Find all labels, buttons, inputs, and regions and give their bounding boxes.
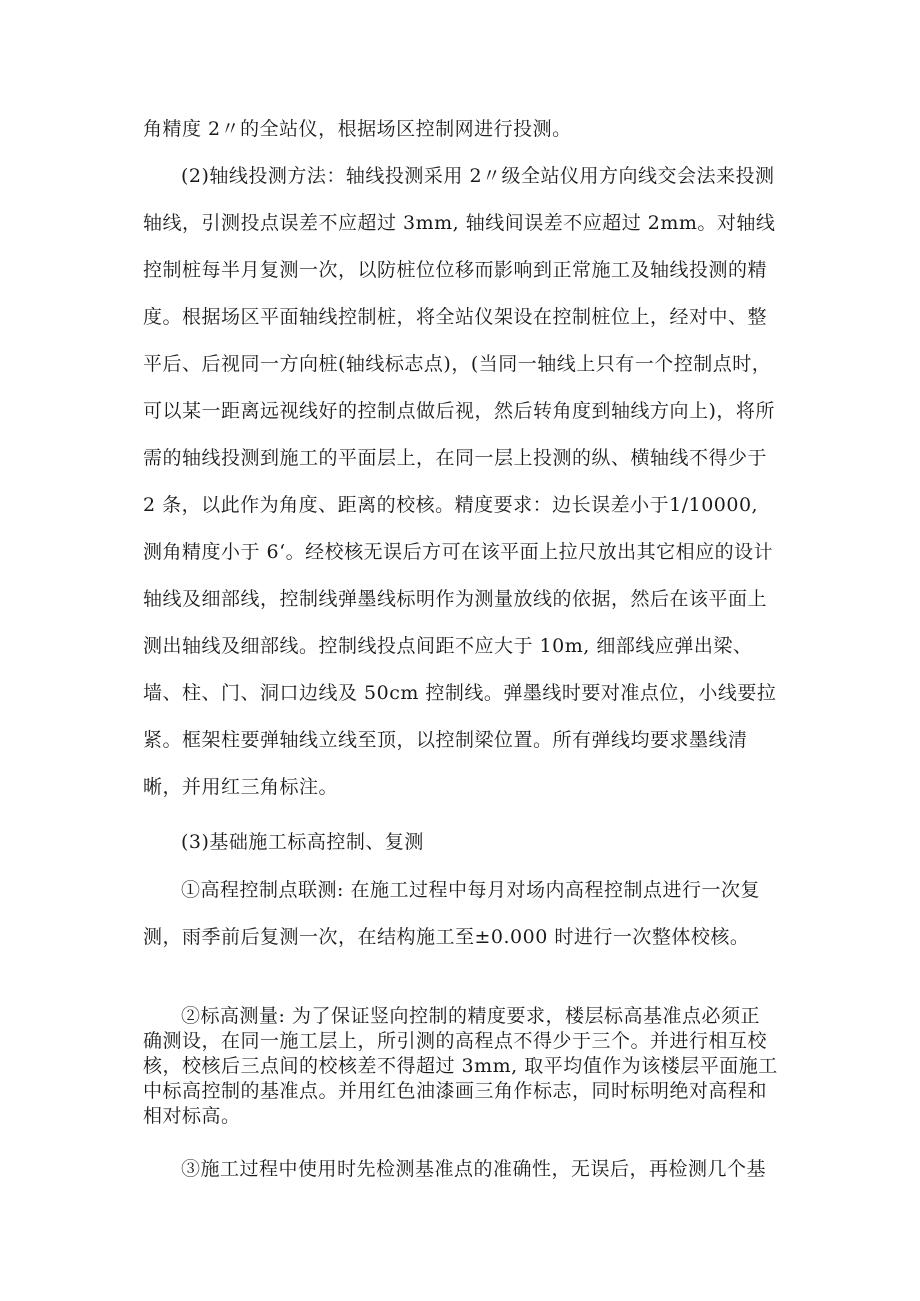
paragraph-benchmark-check: ③施工过程中使用时先检测基准点的准确性，无误后，再检测几个基 — [181, 1158, 767, 1180]
paragraph-continuation: 角精度 2〃的全站仪，根据场区控制网进行投测。 — [143, 118, 572, 140]
paragraph-axis-survey-method: (2)轴线投测方法：轴线投测采用 2〃级全站仪用方向线交会法来投测轴线，引测投点误差不应超过 3mm, 轴线间误差不应超过 2mm。对轴线控制桩每半月复测一次，以防桩位位移而影响到正常施工及轴线投测的精度。根据场区平面轴线控制桩，将全站仪架设在控制桩位上，经对中、整平后、后视同一方向桩(轴线标志点)，(当同一轴线上只有一个控制点时，可以某一距离远视线好的控制点做后视，然后转角度到轴线方向上)，将所需的轴线投测到施工的平面层上，在同一层上投测的纵、横轴线不得少于 2 条，以此作为角度、距离的校核。精度要求：边长误差小于1/10000, 测角精度小于 6‘。经校核无误后方可在该平面上拉尺放出其它相应的设计轴线及细部线，控制线弹墨线标明作为测量放线的依据，然后在该平面上测出轴线及细部线。控制线投点间距不应大于 10m, 细部线应弹出梁、墙、柱、门、洞口边线及 50cm 控制线。弹墨线时要对准点位，小线要拉紧。框架柱要弹轴线立线至顶，以控制梁位置。所有弹线均要求墨线清晰，并用红三角标注。 — [143, 165, 777, 798]
paragraph-elevation-measurement: ②标高测量: 为了保证竖向控制的精度要求，楼层标高基准点必须正确测设，在同一施工层上，所引测的高程点不得少于三个。并进行相互校核，校核后三点间的校核差不得超过 3mm, 取平均值作为该楼层平面施工中标高控制的基准点。并用红色油漆画三角作标志，同时标明绝对高程和相对标高。 — [143, 1005, 778, 1127]
paragraph-elevation-point-survey: ①高程控制点联测: 在施工过程中每月对场内高程控制点进行一次复测，雨季前后复测一次，在结构施工至±0.000 时进行一次整体校核。 — [143, 879, 760, 948]
section-heading-elevation-control: (3)基础施工标高控制、复测 — [181, 831, 424, 853]
